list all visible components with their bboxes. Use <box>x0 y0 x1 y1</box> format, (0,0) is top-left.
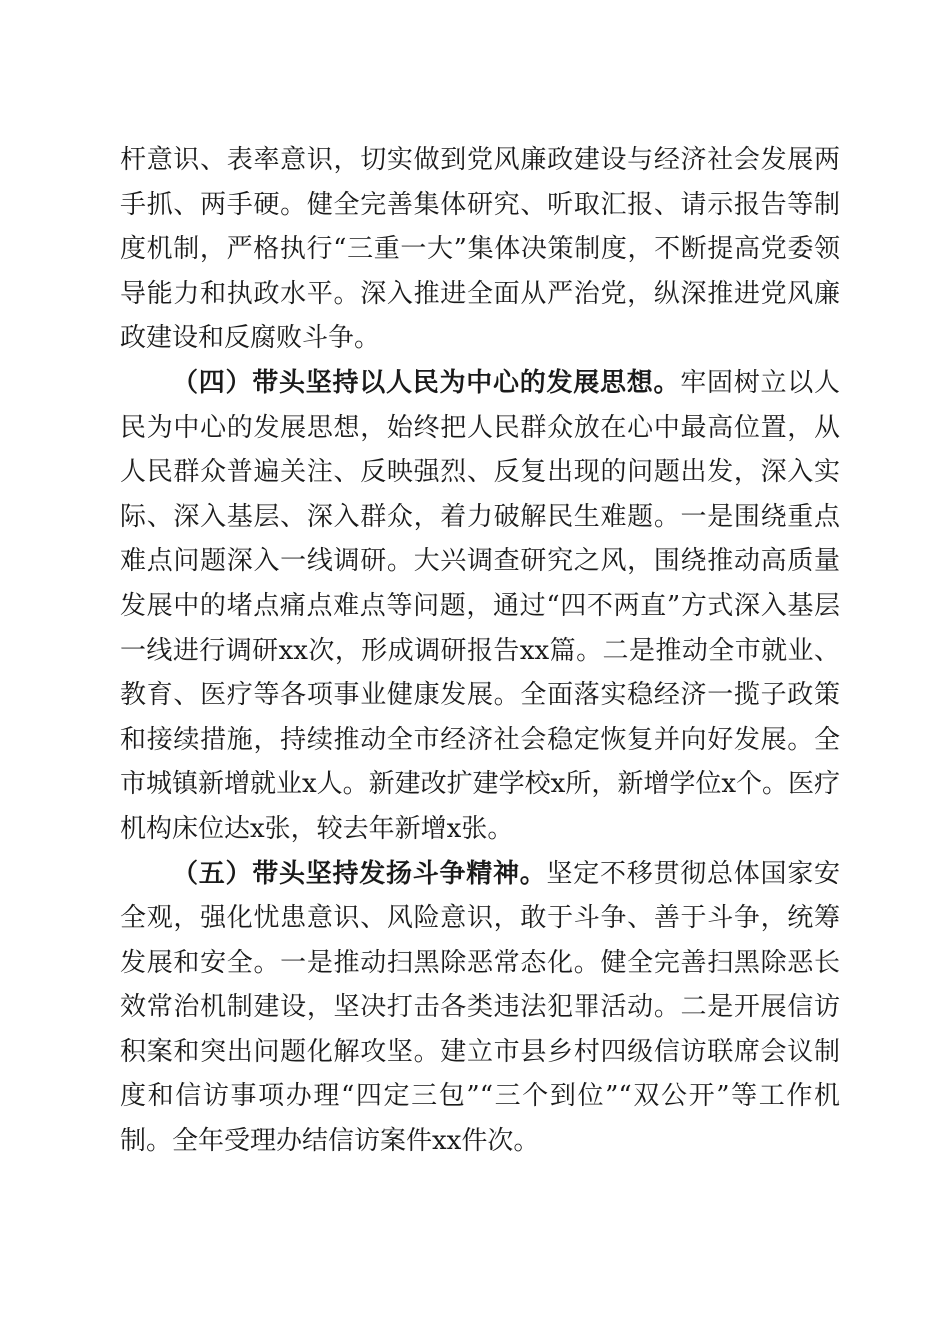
paragraph-text: 坚定不移贯彻总体国家安全观，强化忧患意识、风险意识，敢于斗争、善于斗争，统筹发展和安全。一是推动扫黑除恶常态化。健全完善扫黑除恶长效常治机制建设，坚决打击各类违法犯罪活动。二是开展信访积案和突出问题化解攻坚。建立市县乡村四级信访联席会议制度和信访事项办理“四定三包”“三个到位”“双公开”等工作机制。全年受理办结信访案件xx件次。 <box>120 858 840 1157</box>
paragraph-section-four <box>120 361 840 852</box>
paragraph-continuation <box>120 138 840 361</box>
section-heading: （四）带头坚持以人民为中心的发展思想。 <box>172 367 681 398</box>
paragraph-text: 杆意识、表率意识，切实做到党风廉政建设与经济社会发展两手抓、两手硬。健全完善集体研究、听取汇报、请示报告等制度机制，严格执行“三重一大”集体决策制度，不断提高党委领导能力和执政水平。深入推进全面从严治党，纵深推进党风廉政建设和反腐败斗争。 <box>120 145 840 354</box>
paragraph-section-five <box>120 852 840 1164</box>
section-heading: （五）带头坚持发扬斗争精神。 <box>172 858 547 889</box>
paragraph-text: 牢固树立以人民为中心的发展思想，始终把人民群众放在心中最高位置，从人民群众普遍关注、反映强烈、反复出现的问题出发，深入实际、深入基层、深入群众，着力破解民生难题。一是围绕重点难点问题深入一线调研。大兴调查研究之风，围绕推动高质量发展中的堵点痛点难点等问题，通过“四不两直”方式深入基层一线进行调研xx次，形成调研报告xx篇。二是推动全市就业、教育、医疗等各项事业健康发展。全面落实稳经济一揽子政策和接续措施，持续推动全市经济社会稳定恢复并向好发展。全市城镇新增就业x人。新建改扩建学校x所，新增学位x个。医疗机构床位达x张，较去年新增x张。 <box>120 367 840 844</box>
document-body <box>120 138 840 1164</box>
